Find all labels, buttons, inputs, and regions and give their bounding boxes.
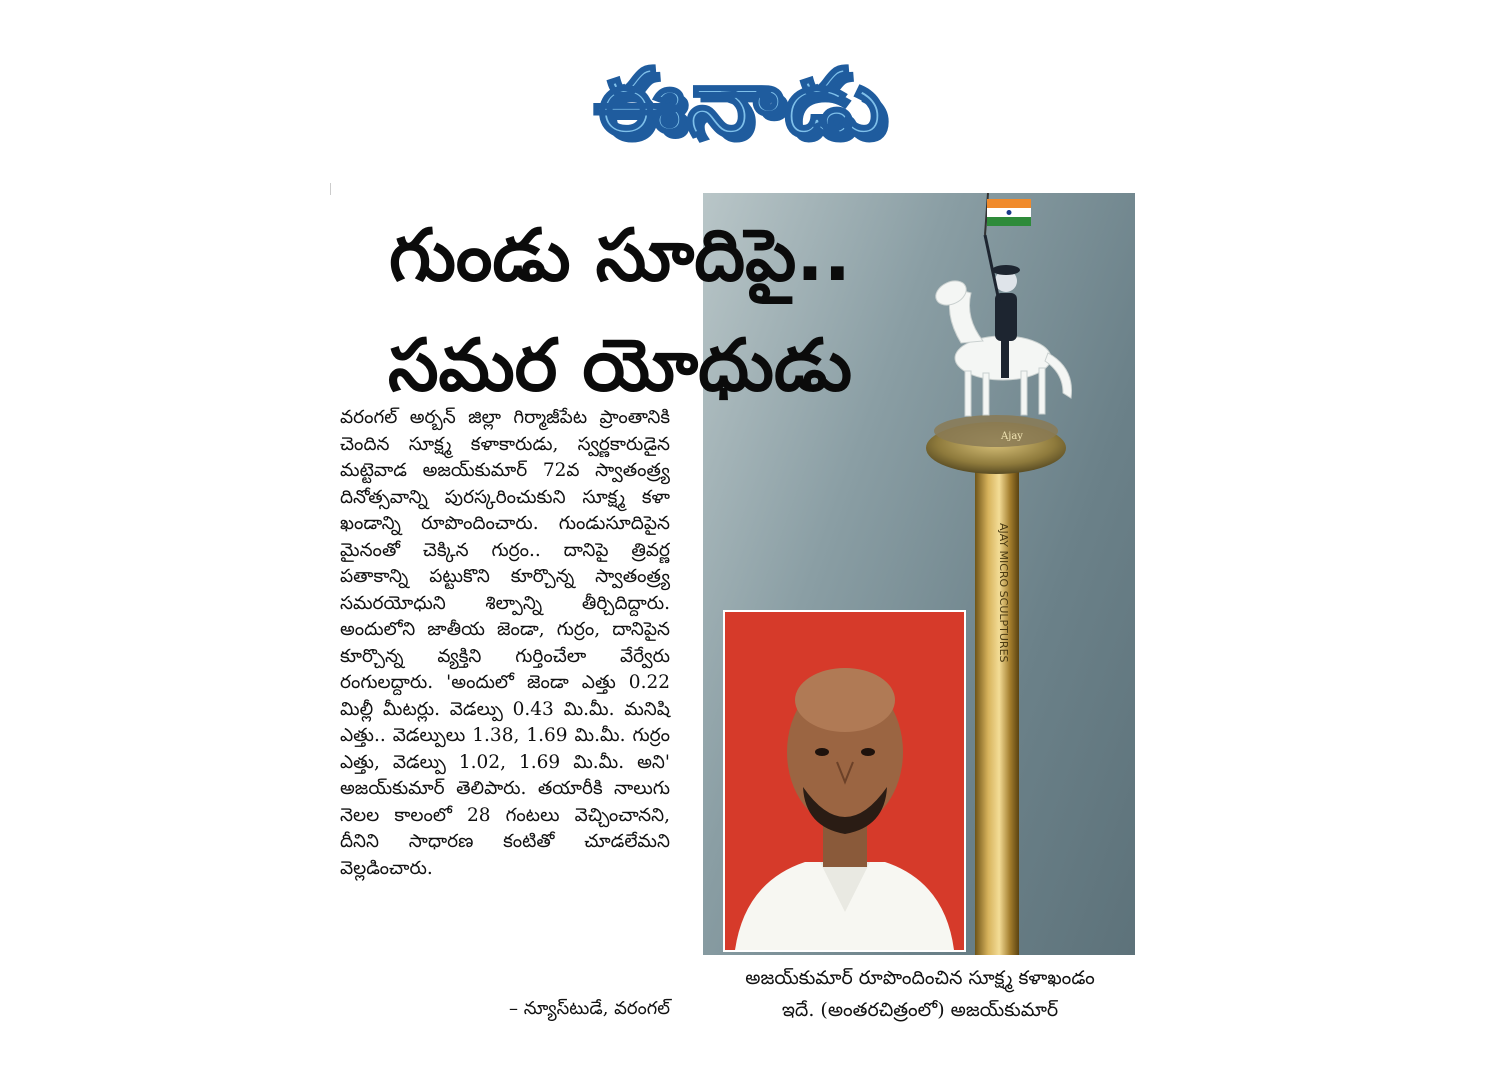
- pin-shaft-label: AJAY MICRO SCULPTURES: [997, 523, 1010, 663]
- portrait-illustration: [725, 612, 964, 950]
- article-body: వరంగల్ అర్బన్ జిల్లా గిర్మాజీపేట ప్రాంతానికి చెందిన సూక్ష్మ కళాకారుడు, స్వర్ణకారుడైన మట్టెవాడ అజయ్‌కుమార్ 72వ స్వాతంత్ర్య దినోత్సవాన్ని పురస్కరించుకుని సూక్ష్మ కళా ఖండాన్ని రూపొందించారు. గుండుసూదిపైన మైనంతో చెక్కిన గుర్రం.. దానిపై త్రివర్ణ పతాకాన్ని పట్టుకొని కూర్చొన్న స్వాతంత్ర్య సమరయోధుని శిల్పాన్ని తీర్చిదిద్దారు. అందులోని జాతీయ జెండా, గుర్రం, దానిపైన కూర్చొన్న వ్యక్తిని గుర్తించేలా వేర్వేరు రంగులద్దారు. 'అందులో జెండా ఎత్తు 0.22 మిల్లీ మీటర్లు. వెడల్పు 0.43 మి.మీ. మనిషి ఎత్తు.. వెడల్పులు 1.38, 1.69 మి.మీ. గుర్రం ఎత్తు, వెడల్పు 1.02, 1.69 మి.మీ. అని' అజయ్‌కుమార్ తెలిపారు. తయారీకి నాలుగు నెలల కాలంలో 28 గంటలు వెచ్చించానని, దీనిని సాధారణ కంటితో చూడలేమని వెల్లడించారు.: [340, 407, 670, 879]
- pin-shaft: [975, 443, 1019, 955]
- inset-portrait: [723, 610, 966, 952]
- caption-line-2: ఇదే. (అంతరచిత్రంలో) అజయ్‌కుమార్: [781, 999, 1059, 1021]
- photo-caption: [700, 962, 1140, 1026]
- caption-line-1: అజయ్‌కుమార్ రూపొందించిన సూక్ష్మ కళాఖండం: [745, 967, 1095, 989]
- article-byline: – న్యూస్‌టుడే, వరంగల్: [508, 998, 670, 1019]
- masthead-logo-text: ఈనాడు: [593, 49, 887, 156]
- headline: [340, 200, 900, 420]
- newspaper-masthead: [515, 38, 965, 168]
- indian-flag: [985, 193, 1031, 235]
- headline-line-2: సమర యోధుడు: [387, 323, 853, 407]
- headline-line-1: గుండు సూదిపై..: [388, 213, 852, 297]
- pin-head-label: Ajay: [1001, 431, 1023, 442]
- divider: [330, 183, 331, 195]
